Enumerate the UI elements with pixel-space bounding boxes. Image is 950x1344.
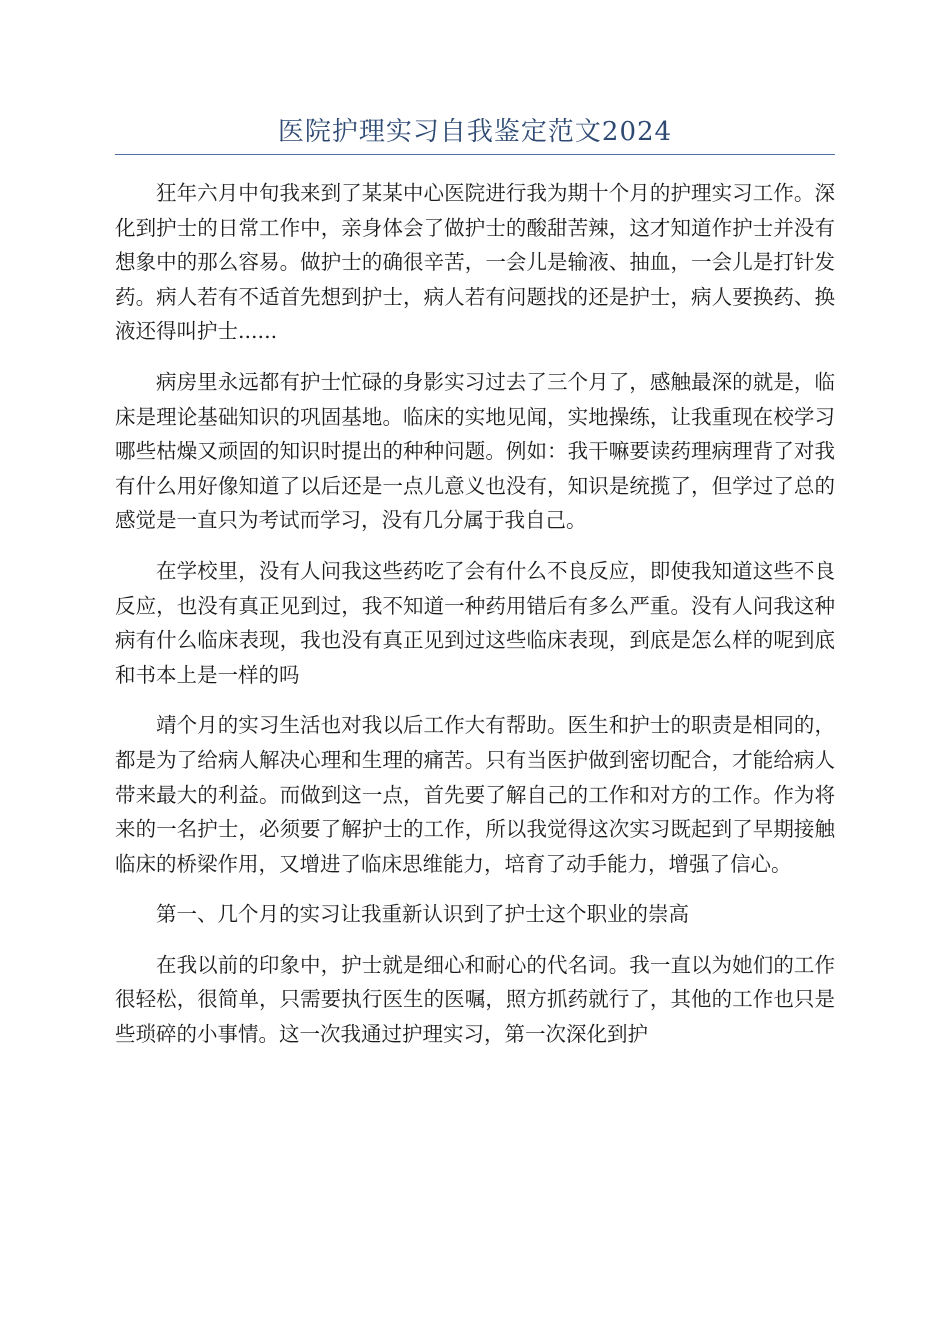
paragraph: 病房里永远都有护士忙碌的身影实习过去了三个月了，感触最深的就是，临床是理论基础知识的巩固基地。临床的实地见闻，实地操练，让我重现在校学习哪些枯燥又顽固的知识时提出的种种问题。例如：我干嘛要读药理病理背了对我有什么用好像知道了以后还是一点儿意义也没有，知识是统揽了，但学过了总的感觉是一直只为考试而学习，没有几分属于我自己。 <box>115 369 835 533</box>
document-title: 医院护理实习自我鉴定范文2024 <box>277 117 673 147</box>
paragraph: 狂年六月中旬我来到了某某中心医院进行我为期十个月的护理实习工作。深化到护士的日常工作中，亲身体会了做护士的酸甜苦辣，这才知道作护士并没有想象中的那么容易。做护士的确很辛苦，一会儿是输液、抽血，一会儿是打针发药。病人若有不适首先想到护士，病人若有问题找的还是护士，病人要换药、换液还得叫护士...... <box>115 181 835 344</box>
document-body <box>115 176 835 1068</box>
paragraph: 靖个月的实习生活也对我以后工作大有帮助。医生和护士的职责是相同的，都是为了给病人解决心理和生理的痛苦。只有当医护做到密切配合，才能给病人带来最大的利益。而做到这一点，首先要了解自己的工作和对方的工作。作为将来的一名护士，必须要了解护士的工作，所以我觉得这次实习既起到了早期接触临床的桥梁作用，又增进了临床思维能力，培育了动手能力，增强了信心。 <box>115 713 835 876</box>
title-underline <box>115 154 835 155</box>
paragraph: 在我以前的印象中，护士就是细心和耐心的代名词。我一直以为她们的工作很轻松，很简单，只需要执行医生的医嘱，照方抓药就行了，其他的工作也只是些琐碎的小事情。这一次我通过护理实习，第一次深化到护 <box>115 952 835 1047</box>
paragraph: 在学校里，没有人问我这些药吃了会有什么不良反应，即使我知道这些不良反应，也没有真正见到过，我不知道一种药用错后有多么严重。没有人问我这种病有什么临床表现，我也没有真正见到过这些临床表现，到底是怎么样的呢到底和书本上是一样的吗 <box>115 558 835 687</box>
section-heading: 第一、几个月的实习让我重新认识到了护士这个职业的崇高 <box>156 902 689 927</box>
